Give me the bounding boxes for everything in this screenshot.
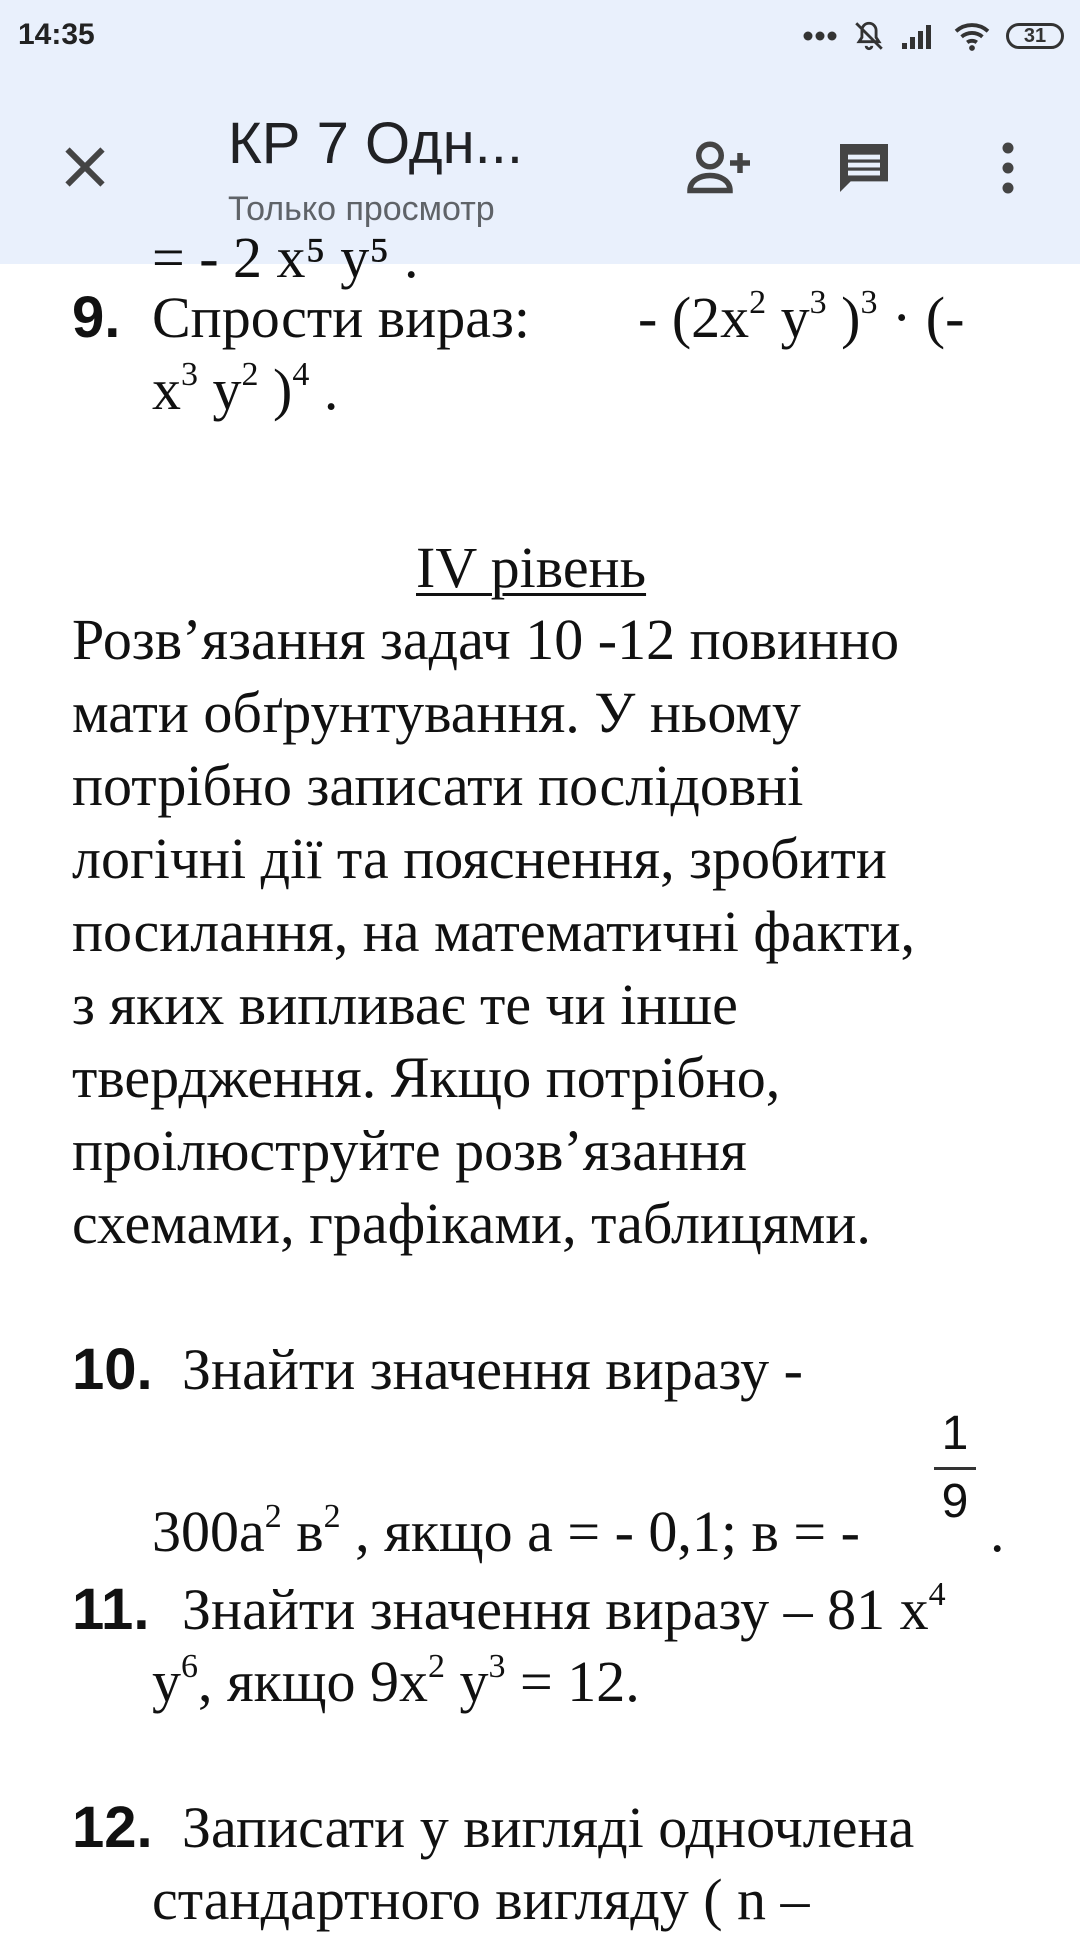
- previous-line-fragment: = - 2 x⁵ y⁵ .: [152, 225, 419, 290]
- more-vert-icon: [998, 140, 1018, 196]
- more-options-button[interactable]: [970, 130, 1046, 206]
- wifi-icon: [952, 20, 992, 52]
- question-text: Записати у вигляді одночлена: [182, 1795, 915, 1860]
- fraction: [930, 1406, 980, 1529]
- view-only-label: Только просмотр: [228, 190, 495, 228]
- comment-icon: [832, 136, 896, 200]
- question-10-line-2: $300a^2$ $в^2$ , якщо а = - 0,1; в = -: [152, 1497, 860, 1564]
- paragraph-line: потрібно записати послідовні: [72, 753, 804, 818]
- paragraph-line: схемами, графіками, таблицями.: [72, 1191, 871, 1256]
- question-11-line-2: $y^6$, якщо $9x^2$ $y^3 = 12$.: [152, 1647, 640, 1714]
- question-number: 11.: [72, 1577, 150, 1642]
- question-text: Спрости вираз:: [152, 285, 530, 350]
- question-number: 12.: [72, 1795, 153, 1860]
- paragraph-line: мати обґрунтування. У ньому: [72, 680, 801, 745]
- question-text: Знайти значення виразу -: [182, 1337, 803, 1402]
- document-body: [0, 225, 1080, 1932]
- question-9: [72, 282, 965, 354]
- paragraph-line: проілюструйте розв’язання: [72, 1118, 747, 1183]
- add-person-icon: [685, 138, 755, 198]
- fraction-bar: [934, 1467, 976, 1470]
- question-10: [72, 1334, 803, 1406]
- more-dots-icon: [802, 30, 838, 42]
- math-expression: - ($2x^2$ $y^3$ )$^3$ · (-: [638, 283, 965, 350]
- fraction-numerator: 1: [941, 1407, 969, 1460]
- document-title: КР 7 Одн...: [228, 111, 524, 176]
- paragraph-line: логічні дії та пояснення, зробити: [72, 826, 887, 891]
- question-number: 10.: [72, 1337, 153, 1402]
- question-11: [72, 1574, 946, 1646]
- question-number: 9.: [72, 285, 121, 350]
- paragraph-line: твердження. Якщо потрібно,: [72, 1045, 781, 1110]
- level-heading: IV рівень: [416, 535, 647, 600]
- comments-button[interactable]: [826, 130, 902, 206]
- signal-icon: [900, 21, 938, 51]
- close-icon[interactable]: [55, 137, 115, 197]
- question-12-line-2: стандартного вигляду ( n –: [152, 1867, 810, 1932]
- question-9-line-2: $x^3$ $y^2$ )$^4$ .: [152, 355, 339, 422]
- paragraph-line: з яких випливає те чи інше: [72, 972, 738, 1037]
- question-12: [72, 1792, 915, 1864]
- paragraph-line: посилання, на математичні факти,: [72, 899, 916, 964]
- status-bar: [0, 0, 1080, 72]
- paragraph-line: Розв’язання задач 10 -12 повинно: [72, 607, 900, 672]
- add-person-button[interactable]: [682, 130, 758, 206]
- status-time: 14:35: [18, 18, 95, 51]
- question-text: Знайти значення виразу – 81 $x^4$: [182, 1575, 946, 1642]
- fraction-denominator: 9: [941, 1475, 969, 1528]
- question-10-end: .: [990, 1499, 1005, 1564]
- status-icons: [802, 16, 1064, 56]
- battery-icon: 31: [1006, 23, 1064, 49]
- muted-bell-icon: [852, 19, 886, 53]
